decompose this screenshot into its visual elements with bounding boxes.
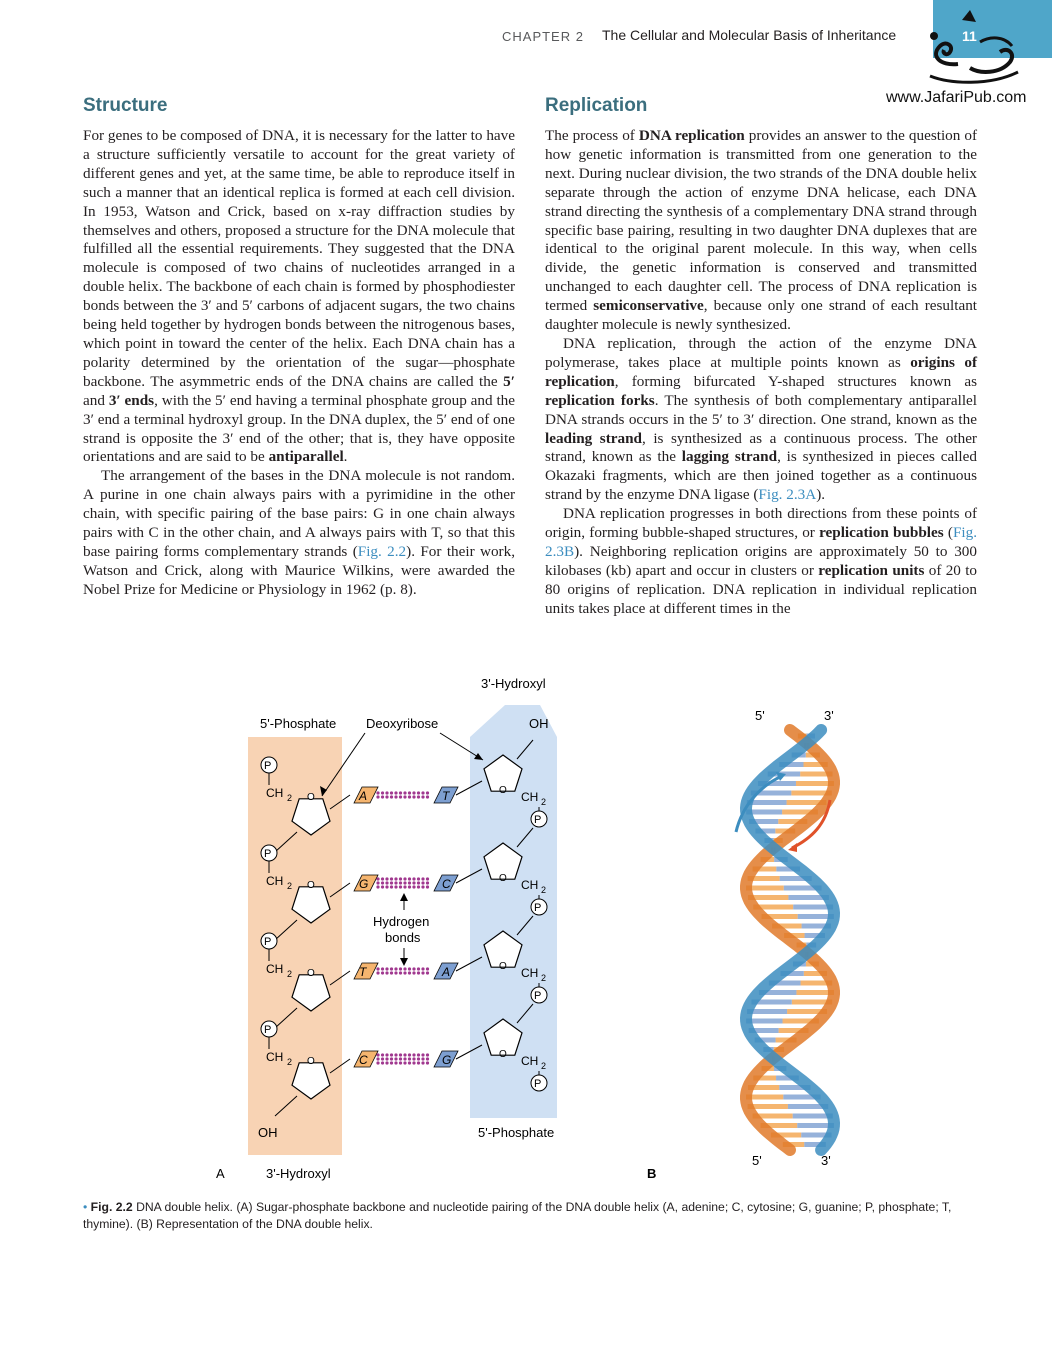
hydrogen-bond-dot — [403, 885, 406, 888]
paragraph: The arrangement of the bases in the DNA molecule is not random. A purine in one chain always pairs with a pyrimidine in the other chain, with specific pairing of the base pairs: G in one chain always pairs with C in the other chain, and A always pairs with T, so that this base pairing forms complementary strands (Fig. 2.2). For their work, Watson and Crick, along with Maurice Wilkins, were awarded the Nobel Prize for Medicine or Physiology in 1962 (p. 8). — [83, 467, 516, 598]
hydrogen-bond-dot — [417, 791, 420, 794]
hydrogen-bond-dot — [381, 885, 384, 888]
hydrogen-bond-dot — [403, 1057, 406, 1060]
panel-label-b: B — [647, 1166, 657, 1181]
phosphate-label: P — [264, 848, 272, 860]
hydrogen-bond-dot — [399, 795, 402, 798]
panel-label-a: A — [216, 1166, 225, 1181]
hydrogen-bond-dot — [408, 1061, 411, 1064]
hydrogen-bond-dot — [408, 791, 411, 794]
hydrogen-bond-dot — [412, 795, 415, 798]
helix-label-3-bottom: 3' — [821, 1153, 831, 1168]
hydrogen-bond-dot — [408, 795, 411, 798]
hydrogen-bond-dot — [417, 877, 420, 880]
hydrogen-bond-dot — [408, 885, 411, 888]
hydrogen-bond-dot — [417, 967, 420, 970]
ch2-subscript: 2 — [541, 797, 547, 807]
hydrogen-bond-dot — [376, 967, 379, 970]
hydrogen-bond-dot — [408, 1057, 411, 1060]
base-left-label: G — [359, 877, 369, 891]
hydrogen-bond-dot — [390, 877, 393, 880]
hydrogen-bond-dot — [385, 967, 388, 970]
phosphate-label: P — [534, 902, 542, 914]
hydrogen-bond-dot — [399, 1053, 402, 1056]
ch2-label: CH — [266, 962, 284, 976]
label-5-phosphate-right: 5'-Phosphate — [478, 1125, 555, 1140]
hydrogen-bond-dot — [390, 881, 393, 884]
caption-figure-number: Fig. 2.2 — [90, 1200, 133, 1214]
oxygen-label: O — [499, 873, 507, 884]
hydrogen-bond-dot — [381, 967, 384, 970]
hydrogen-bond-dot — [403, 1061, 406, 1064]
ch2-subscript: 2 — [287, 1057, 293, 1067]
oxygen-label: O — [499, 961, 507, 972]
hydrogen-bond-dot — [426, 881, 429, 884]
hydrogen-bond-dot — [376, 1053, 379, 1056]
hydrogen-bond-dot — [399, 971, 402, 974]
hydrogen-bond-dot — [376, 1061, 379, 1064]
phosphate-label: P — [534, 814, 542, 826]
hydrogen-bond-dot — [394, 1057, 397, 1060]
base-left-label: A — [359, 789, 368, 803]
hydrogen-bond-dot — [408, 971, 411, 974]
phosphate-label: P — [264, 760, 272, 772]
hydrogen-bond-dot — [403, 1053, 406, 1056]
oxygen-label: O — [307, 968, 315, 979]
ch2-subscript: 2 — [541, 885, 547, 895]
chapter-title: The Cellular and Molecular Basis of Inheritance — [602, 27, 897, 43]
hydrogen-bond-dot — [408, 1053, 411, 1056]
hydrogen-bond-dot — [408, 881, 411, 884]
label-deoxyribose: Deoxyribose — [366, 716, 439, 731]
arrowhead — [400, 958, 408, 966]
hydrogen-bond-dot — [390, 791, 393, 794]
oxygen-label: O — [499, 785, 507, 796]
hydrogen-bond-dot — [394, 971, 397, 974]
base-right-label: G — [442, 1053, 452, 1067]
page-number: 11 — [962, 28, 977, 44]
hydrogen-bond-dot — [376, 795, 379, 798]
hydrogen-bond-dot — [421, 967, 424, 970]
hydrogen-bond-dot — [403, 971, 406, 974]
hydrogen-bond-dot — [421, 881, 424, 884]
hydrogen-bond-dot — [376, 877, 379, 880]
hydrogen-bond-dot — [390, 1053, 393, 1056]
base-right-label: C — [442, 877, 451, 891]
base-right-label: T — [442, 789, 450, 803]
hydrogen-bond-dot — [394, 1061, 397, 1064]
hydrogen-bond-dot — [394, 795, 397, 798]
hydrogen-bond-dot — [417, 1057, 420, 1060]
hydrogen-bond-dot — [412, 971, 415, 974]
ch2-subscript: 2 — [541, 973, 547, 983]
hydrogen-bond-dot — [394, 791, 397, 794]
hydrogen-bond-dot — [417, 795, 420, 798]
hydrogen-bond-dot — [381, 1053, 384, 1056]
hydrogen-bond-dot — [417, 1053, 420, 1056]
hydrogen-bond-dot — [399, 885, 402, 888]
hydrogen-bond-dot — [385, 1053, 388, 1056]
ch2-subscript: 2 — [541, 1061, 547, 1071]
hydrogen-bond-dot — [426, 877, 429, 880]
helix-label-5-bottom: 5' — [752, 1153, 762, 1168]
figure-link[interactable]: Fig. 2.3A — [758, 486, 817, 504]
label-hydrogen: Hydrogen — [373, 914, 430, 929]
hydrogen-bond-dot — [408, 967, 411, 970]
label-3-hydroxyl-bottom: 3'-Hydroxyl — [266, 1166, 331, 1181]
hydrogen-bond-dot — [426, 967, 429, 970]
hydrogen-bond-dot — [412, 967, 415, 970]
hydrogen-bond-dot — [421, 1053, 424, 1056]
hydrogen-bond-dot — [381, 791, 384, 794]
hydrogen-bond-dot — [399, 877, 402, 880]
hydrogen-bond-dot — [385, 885, 388, 888]
hydrogen-bond-dot — [426, 1057, 429, 1060]
hydrogen-bond-dot — [385, 1057, 388, 1060]
hydrogen-bond-dot — [403, 881, 406, 884]
label-bonds: bonds — [385, 930, 421, 945]
helix-label-3-top: 3' — [824, 708, 834, 723]
hydrogen-bond-dot — [381, 877, 384, 880]
hydrogen-bond-dot — [412, 885, 415, 888]
label-oh-bottom: OH — [258, 1125, 278, 1140]
arrowhead — [788, 843, 797, 852]
ch2-label: CH — [521, 1054, 539, 1068]
hydrogen-bond-dot — [381, 1061, 384, 1064]
hydrogen-bond-dot — [421, 1061, 424, 1064]
ch2-label: CH — [266, 786, 284, 800]
hydrogen-bond-dot — [385, 795, 388, 798]
right-column-text — [545, 127, 977, 619]
caption-text: DNA double helix. (A) Sugar-phosphate backbone and nucleotide pairing of the DNA double helix (A, adenine; C, cytosine; G, guanine; P, phosphate; T, thymine). (B) Representation of the DNA double helix. — [83, 1200, 952, 1231]
hydrogen-bond-dot — [381, 795, 384, 798]
hydrogen-bond-dot — [412, 791, 415, 794]
label-oh-top: OH — [529, 716, 549, 731]
phosphate-label: P — [264, 1024, 272, 1036]
hydrogen-bond-dot — [376, 1057, 379, 1060]
hydrogen-bond-dot — [426, 791, 429, 794]
figure-caption: • Fig. 2.2 DNA double helix. (A) Sugar-phosphate backbone and nucleotide pairing of the DNA double helix (A, adenine; C, cytosine; G, guanine; P, phosphate; T, thymine). (B) Representation of the DNA double helix. — [83, 1200, 952, 1231]
hydrogen-bond-dot — [412, 1061, 415, 1064]
paragraph: DNA replication, through the action of the enzyme DNA polymerase, takes place at multiple points known as origins of replication, forming bifurcated Y-shaped structures known as replication forks. The synthesis of both complementary antiparallel DNA strands occurs in the 5′ to 3′ direction. One strand, known as the leading strand, is synthesized as a continuous process. The other strand, known as the lagging strand, is synthesized in pieces called Okazaki fragments, which are then joined together as a continuous strand by the enzyme DNA ligase (Fig. 2.3A). — [545, 334, 978, 504]
oxygen-label: O — [307, 792, 315, 803]
hydrogen-bond-dot — [421, 885, 424, 888]
hydrogen-bond-dot — [417, 971, 420, 974]
hydrogen-bond-dot — [403, 877, 406, 880]
hydrogen-bond-dot — [376, 791, 379, 794]
phosphate-label: P — [534, 1078, 542, 1090]
orange-backbone-band — [248, 737, 342, 1155]
running-header — [0, 26, 1052, 48]
oxygen-label: O — [307, 1056, 315, 1067]
label-5-phosphate-left: 5'-Phosphate — [260, 716, 337, 731]
hydrogen-bond-dot — [412, 1053, 415, 1056]
ch2-label: CH — [521, 966, 539, 980]
hydrogen-bond-dot — [390, 1061, 393, 1064]
hydrogen-bond-dot — [376, 885, 379, 888]
hydrogen-bond-dot — [385, 881, 388, 884]
hydrogen-bond-dot — [403, 795, 406, 798]
chapter-label: CHAPTER 2 — [502, 29, 584, 44]
hydrogen-bond-dot — [399, 1057, 402, 1060]
label-3-hydroxyl-top: 3'-Hydroxyl — [481, 676, 546, 691]
oxygen-label: O — [499, 1049, 507, 1060]
base-left-label: T — [359, 965, 367, 979]
hydrogen-bond-dot — [394, 1053, 397, 1056]
hydrogen-bond-dot — [412, 1057, 415, 1060]
hydrogen-bond-dot — [385, 877, 388, 880]
hydrogen-bond-dot — [399, 1061, 402, 1064]
hydrogen-bond-dot — [394, 885, 397, 888]
publisher-url: www.JafariPub.com — [886, 89, 1027, 106]
publisher-logo — [900, 6, 1040, 96]
ch2-label: CH — [266, 874, 284, 888]
ch2-label: CH — [521, 878, 539, 892]
hydrogen-bond-dot — [385, 971, 388, 974]
hydrogen-bond-dot — [390, 885, 393, 888]
phosphate-label: P — [264, 936, 272, 948]
hydrogen-bond-dot — [381, 971, 384, 974]
arrowhead — [400, 893, 408, 901]
base-left-label: C — [359, 1053, 368, 1067]
ch2-subscript: 2 — [287, 881, 293, 891]
hydrogen-bond-dot — [421, 877, 424, 880]
paragraph: DNA replication progresses in both directions from these points of origin, forming bubble-shaped structures, or replication bubbles (Fig. 2.3B). Neighboring replication origins are approximately 50 to 300 kilobases (kb) apart and occur in clusters or replication units of 20 to 80 origins of replication. DNA replication in individual replication units takes place at different times in the — [545, 505, 978, 617]
hydrogen-bond-dot — [426, 971, 429, 974]
hydrogen-bond-dot — [417, 1061, 420, 1064]
hydrogen-bond-dot — [403, 967, 406, 970]
hydrogen-bond-dot — [376, 971, 379, 974]
hydrogen-bond-dot — [394, 967, 397, 970]
hydrogen-bond-dot — [426, 1061, 429, 1064]
hydrogen-bond-dot — [390, 971, 393, 974]
hydrogen-bond-dot — [390, 1057, 393, 1060]
hydrogen-bond-dot — [399, 791, 402, 794]
hydrogen-bond-dot — [421, 971, 424, 974]
hydrogen-bond-dot — [390, 967, 393, 970]
hydrogen-bond-dot — [390, 795, 393, 798]
ch2-subscript: 2 — [287, 969, 293, 979]
hydrogen-bond-dot — [381, 881, 384, 884]
figure-link[interactable]: Fig. 2.2 — [357, 542, 407, 560]
hydrogen-bond-dot — [412, 877, 415, 880]
hydrogen-bond-dot — [426, 1053, 429, 1056]
dna-figure — [0, 660, 1052, 1200]
section-heading-replication: Replication — [545, 95, 648, 116]
base-right-label: A — [442, 965, 451, 979]
hydrogen-bond-dot — [421, 795, 424, 798]
ch2-label: CH — [266, 1050, 284, 1064]
hydrogen-bond-dot — [417, 885, 420, 888]
hydrogen-bond-dot — [385, 1061, 388, 1064]
phosphate-label: P — [534, 990, 542, 1002]
hydrogen-bond-dot — [408, 877, 411, 880]
ch2-subscript: 2 — [287, 793, 293, 803]
helix-label-5-top: 5' — [755, 708, 765, 723]
hydrogen-bond-dot — [399, 967, 402, 970]
hydrogen-bond-dot — [403, 791, 406, 794]
ch2-label: CH — [521, 790, 539, 804]
hydrogen-bond-dot — [394, 881, 397, 884]
hydrogen-bond-dot — [381, 1057, 384, 1060]
hydrogen-bond-dot — [417, 881, 420, 884]
hydrogen-bond-dot — [421, 791, 424, 794]
hydrogen-bond-dot — [394, 877, 397, 880]
section-heading-structure: Structure — [83, 95, 168, 116]
hydrogen-bond-dot — [399, 881, 402, 884]
paragraph: For genes to be composed of DNA, it is necessary for the latter to have a structure sufficiently versatile to account for the great variety of different genes and yet, at the same time, be able to reproduce itself in such a manner that an identical replica is formed at each cell division. In 1953, Watson and Crick, based on x-ray diffraction studies by themselves and others, proposed a structure for the DNA molecule that fulfilled all the essential requirements. They suggested that the DNA molecule is composed of two chains of nucleotides arranged in a double helix. The backbone of each chain is formed by phosphodiester bonds between the 3′ and 5′ carbons of adjacent sugars, the two chains being held together by hydrogen bonds between the nitrogenous bases, which point in toward the center of the helix. Each DNA chain has a polarity determined by the orientation of the sugar—phosphate backbone. The asymmetric ends of the DNA chains are called the 5′ and 3′ ends, with the 5′ end having a terminal phosphate group and the 3′ end a terminal hydroxyl group. In the DNA duplex, the 5′ end of one strand is opposite the 3′ end of the other; that is, they have opposite orientations and are said to be antiparallel. — [83, 127, 516, 466]
hydrogen-bond-dot — [412, 881, 415, 884]
hydrogen-bond-dot — [426, 885, 429, 888]
paragraph: The process of DNA replication provides an answer to the question of how genetic information is transmitted from one generation to the next. During nuclear division, the two strands of the DNA double helix separate through the action of enzyme DNA helicase, each DNA strand directing the synthesis of a complementary DNA strand through specific base pairing, resulting in two daughter DNA duplexes that are identical to the original parent molecule. In this way, when cells divide, the genetic information is conserved and transmitted unchanged to each daughter cell. The process of DNA replication is termed semiconservative, because only one strand of each resultant daughter molecule is newly synthesized. — [545, 127, 978, 334]
hydrogen-bond-dot — [421, 1057, 424, 1060]
hydrogen-bond-dot — [426, 795, 429, 798]
hydrogen-bond-dot — [376, 881, 379, 884]
left-column-text — [83, 127, 515, 600]
figure-link[interactable]: Fig. 2.3B — [545, 524, 977, 560]
oxygen-label: O — [307, 880, 315, 891]
hydrogen-bond-dot — [385, 791, 388, 794]
